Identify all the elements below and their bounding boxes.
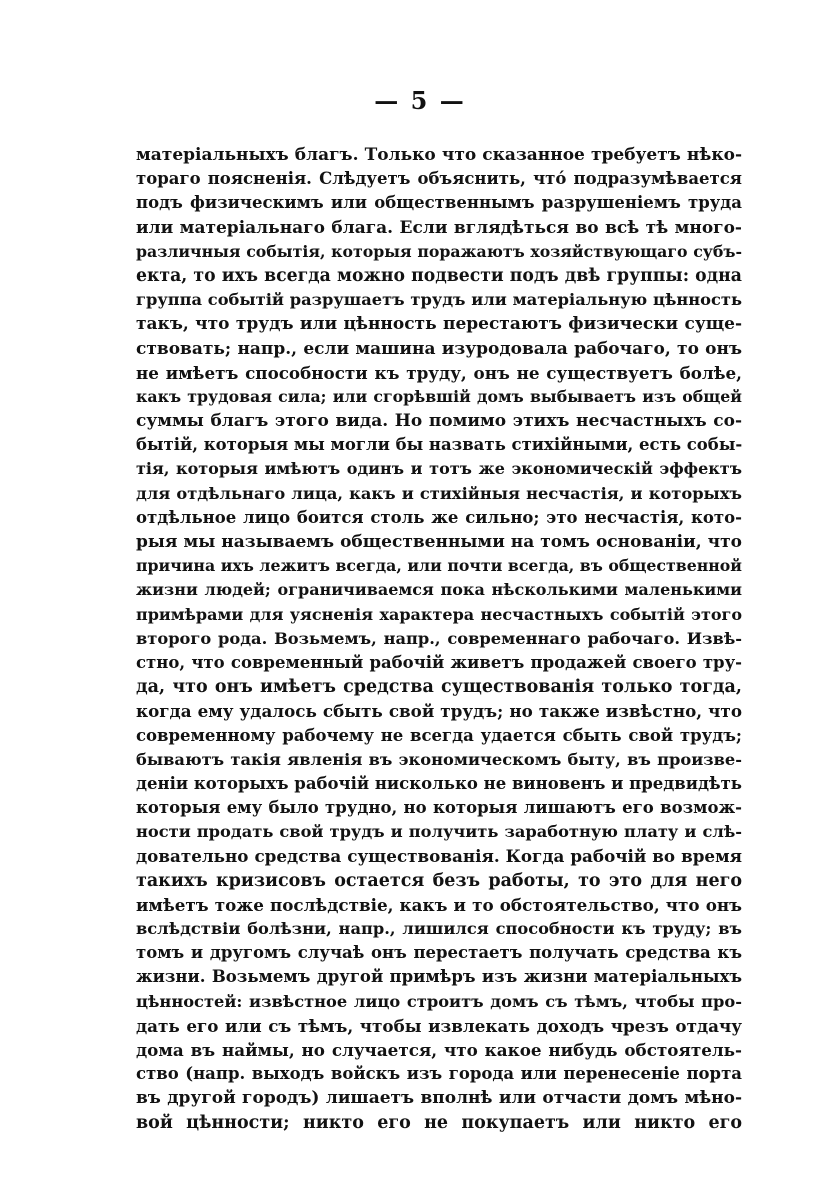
- text-line: когда ему удалось сбыть свой трудъ; но также извѣстно, что: [136, 701, 742, 722]
- text-line: дома въ наймы, но случается, что какое нибудь обстоятель-: [136, 1039, 742, 1060]
- text-line: для отдѣльнаго лица, какъ и стихійныя несчастія, и которыхъ: [136, 483, 742, 503]
- text-line: примѣрами для уясненія характера несчастныхъ событій этого: [136, 604, 742, 624]
- text-line: бываютъ такія явленія въ экономическомъ быту, въ произве-: [136, 749, 742, 769]
- text-line: ство (напр. выходъ войскъ изъ города или перенесеніе порта: [136, 1064, 742, 1084]
- text-line: бытій, которыя мы могли бы назвать стихійными, есть собы-: [136, 435, 742, 455]
- body-text: [136, 143, 742, 1135]
- text-line: цѣнностей: извѣстное лицо строитъ домъ съ тѣмъ, чтобы про-: [136, 991, 742, 1011]
- text-line: ствовать; напр., если машина изуродовала рабочаго, то онъ: [136, 338, 742, 359]
- text-line: томъ и другомъ случаѣ онъ перестаетъ получать средства къ: [136, 943, 742, 963]
- text-line: какъ трудовая сила; или сгорѣвшій домъ выбываетъ изъ общей: [136, 386, 742, 406]
- text-line: различныя событія, которыя поражаютъ хозяйствующаго субъ-: [136, 241, 742, 261]
- text-line: стно, что современный рабочій живетъ продажей своего тру-: [136, 652, 742, 672]
- text-line: или матеріальнаго блага. Если вглядѣться во всѣ тѣ много-: [136, 217, 742, 238]
- text-line: жизни людей; ограничиваемся пока нѣсколькими маленькими: [136, 580, 742, 600]
- text-line: дать его или съ тѣмъ, чтобы извлекать доходъ чрезъ отдачу: [136, 1015, 742, 1036]
- text-line: подъ физическимъ или общественнымъ разрушеніемъ труда: [136, 193, 742, 213]
- text-line: деніи которыхъ рабочій нисколько не виновенъ и предвидѣть: [136, 773, 742, 793]
- text-line: жизни. Возьмемъ другой примѣръ изъ жизни матеріальныхъ: [136, 967, 742, 987]
- text-line: такихъ кризисовъ остается безъ работы, то это для него: [136, 870, 742, 891]
- text-line: вой цѣнности; никто его не покупаетъ или никто его: [136, 1112, 742, 1133]
- text-line: ности продать свой трудъ и получить заработную плату и слѣ-: [136, 822, 742, 842]
- text-line: которыя ему было трудно, но которыя лишаютъ его возмож-: [136, 798, 742, 818]
- text-line: вслѣдствіи болѣзни, напр., лишился способности къ труду; въ: [136, 919, 742, 938]
- text-line: отдѣльное лицо боится столь же сильно; это несчастія, кото-: [136, 507, 742, 527]
- text-line: не имѣетъ способности къ труду, онъ не существуетъ болѣе,: [136, 362, 742, 383]
- text-line: да, что онъ имѣетъ средства существованія только тогда,: [136, 677, 742, 698]
- text-line: группа событій разрушаетъ трудъ или матеріальную цѣнность: [136, 290, 742, 310]
- text-line: екта, то ихъ всегда можно подвести подъ двѣ группы: одна: [136, 265, 742, 286]
- text-line: тораго поясненія. Слѣдуетъ объяснить, что́ подразумѣвается: [136, 169, 742, 189]
- text-line: довательно средства существованія. Когда рабочій во время: [136, 846, 742, 867]
- text-line: тія, которыя имѣютъ одинъ и тотъ же экономическій эффектъ: [136, 459, 742, 479]
- text-line: второго рода. Возьмемъ, напр., современнаго рабочаго. Извѣ-: [136, 628, 742, 648]
- text-line: рыя мы называемъ общественными на томъ основаніи, что: [136, 532, 742, 552]
- text-line: въ другой городъ) лишаетъ вполнѣ или отчасти домъ мѣно-: [136, 1088, 742, 1109]
- page-number: — 5 —: [374, 86, 466, 115]
- text-line: имѣетъ тоже послѣдствіе, какъ и то обстоятельство, что онъ: [136, 894, 742, 915]
- text-line: такъ, что трудъ или цѣнность перестаютъ физически суще-: [136, 314, 742, 335]
- text-line: суммы благъ этого вида. Но помимо этихъ несчастныхъ со-: [136, 411, 742, 432]
- text-line: причина ихъ лежитъ всегда, или почти всегда, въ общественной: [136, 556, 742, 576]
- text-line: современному рабочему не всегда удается сбыть свой трудъ;: [136, 725, 742, 745]
- text-line: матеріальныхъ благъ. Только что сказанное требуетъ нѣко-: [136, 145, 742, 165]
